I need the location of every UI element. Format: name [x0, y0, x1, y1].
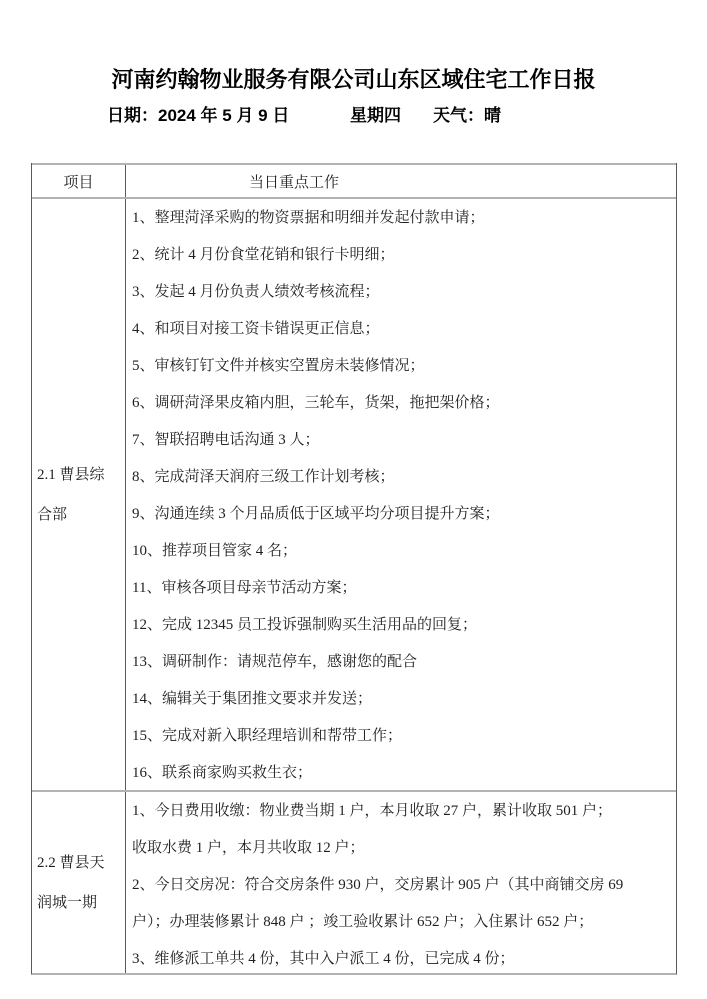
work-item: 4、和项目对接工资卡错误更正信息； [132, 321, 380, 337]
project-label-caoxian-tianrun-phase1 [32, 792, 126, 973]
work-item: 8、完成菏泽天润府三级工作计划考核； [132, 469, 395, 485]
work-item: 12、完成 12345 员工投诉强制购买生活用品的回复； [132, 617, 478, 633]
work-item: 收取水费 1 户，本月共收取 12 户； [132, 840, 365, 856]
work-item: 13、调研制作：请规范停车，感谢您的配合 [132, 654, 418, 670]
report-weekday: 星期四 [350, 106, 401, 125]
work-item: 6、调研菏泽果皮箱内胆，三轮车，货架，拖把架价格； [132, 395, 500, 411]
work-item: 3、维修派工单共 4 份，其中入户派工 4 份，已完成 4 份； [132, 951, 515, 967]
work-item: 15、完成对新入职经理培训和帮带工作； [132, 728, 403, 744]
work-item: 9、沟通连续 3 个月品质低于区域平均分项目提升方案； [132, 506, 500, 522]
project-label-line: 2.1 曹县综 [37, 466, 105, 483]
work-item: 16、联系商家购买救生衣； [132, 765, 313, 781]
report-date: 日期：2024 年 5 月 9 日 [107, 106, 290, 125]
work-item: 3、发起 4 月份负责人绩效考核流程； [132, 284, 380, 300]
project-label-line: 润城一期 [37, 894, 98, 911]
work-item: 14、编辑关于集团推文要求并发送； [132, 691, 373, 707]
work-item: 2、统计 4 月份食堂花销和银行卡明细； [132, 247, 395, 263]
work-items-cell [126, 792, 676, 973]
report-table [31, 163, 677, 975]
table-row [32, 790, 676, 973]
work-items-cell [126, 199, 676, 790]
work-item: 5、审核钉钉文件并核实空置房未装修情况； [132, 358, 425, 374]
column-header-key-work: 当日重点工作 [249, 174, 340, 191]
work-item: 10、推荐项目管家 4 名； [132, 543, 298, 559]
work-item: 户）；办理装修累计 848 户 ；竣工验收累计 652 户；入住累计 652 户； [132, 914, 594, 930]
work-item: 2、今日交房况：符合交房条件 930 户，交房累计 905 户（其中商铺交房 69 [132, 877, 624, 893]
project-label-caoxian-zonghebu [32, 199, 126, 790]
column-header-project: 项目 [32, 165, 126, 197]
report-title: 河南约翰物业服务有限公司山东区域住宅工作日报 [111, 67, 596, 92]
project-label-line: 2.2 曹县天 [37, 854, 105, 871]
work-item: 11、审核各项目母亲节活动方案； [132, 580, 357, 596]
report-meta [107, 103, 667, 129]
report-weather: 天气：晴 [433, 106, 501, 125]
table-row [32, 197, 676, 790]
table-header-row [32, 163, 676, 197]
work-item: 7、智联招聘电话沟通 3 人； [132, 432, 320, 448]
project-label-line: 合部 [37, 506, 68, 523]
work-item: 1、整理菏泽采购的物资票据和明细并发起付款申请； [132, 210, 485, 226]
work-item: 1、今日费用收缴：物业费当期 1 户，本月收取 27 户，累计收取 501 户； [132, 803, 613, 819]
